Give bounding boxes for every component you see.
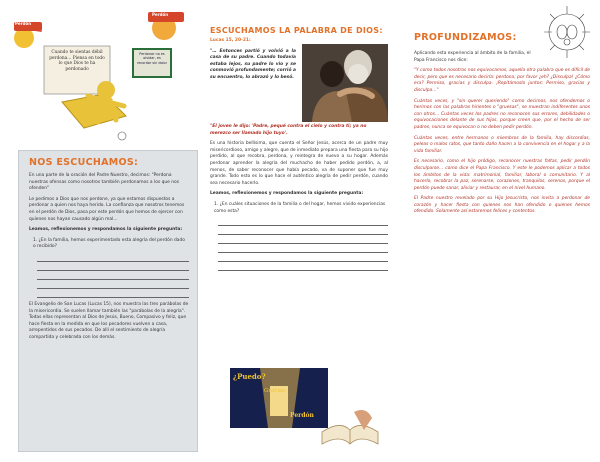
profundizamos-p1: Cuántas veces, y "sin querer queriendo" como decimos, nos ofendemos o herimos con las palabras hirientes o "gruesas", se muestran indiferentes unos con otros… Cuántas veces los padres no reconocen sus errores, debilidades o equivocaciones delante de sus hijos, porque creen que, por el hecho de ser padres, nunca se equivocan o no deben pedir perdón. xyxy=(414,98,590,130)
column-right xyxy=(400,0,600,462)
pope-quote: "Y como todos nosotros nos equivocamos, aquella otra palabra que es difícil de decir, pero que es necesario decirla: perdona, por favor ¿eh? ¿Disculpa! ¿Cómo era? Permiso, gracias y disculpa. ¡Repitámoslo juntos: Permiso, gracias y disculpa…" xyxy=(414,68,590,93)
escuchamos-p1: En una parte de la oración del Padre Nuestro, decimos: "Perdona nuestras ofensas como nosotros también perdonamos a los que nos ofenden" xyxy=(29,173,180,192)
answer-lines[interactable] xyxy=(37,255,189,298)
magic-words-image xyxy=(230,368,328,428)
open-bible-image xyxy=(320,402,380,452)
profundizamos-intro: Aplicando esta experiencia al ámbito de la familia, el Papa Francisco nos dice: xyxy=(414,51,531,63)
escuchamos-prompt: Leamos, reflexionemos y respondamos la siguiente pregunta: xyxy=(29,227,183,233)
badge-left-label: Perdón xyxy=(15,21,32,26)
profundizamos-p2: Cuántas veces, entre hermanos o miembros de la familia, hay discordias, peleas o malos ratos, que tanto daño hacen a la convivencia en el hogar y a la vida familiar. xyxy=(414,135,590,154)
bible-quote-1: "… Entonces partió y volvió a la casa de su padre. Cuando todavía estaba lejos, su padre lo vio y se conmovió profundamente; corrió a su encuentro, lo abrazó y lo besó. xyxy=(210,48,296,80)
forgiveness-puzzle-illustration xyxy=(14,6,194,144)
sign-text: Perdonar no es olvidar, es recordar sin dolor xyxy=(137,52,167,65)
img-word-3: Perdón xyxy=(290,412,314,419)
badge-right-label: Perdón xyxy=(152,12,169,17)
palabra-prompt: Leamos, reflexionemos y respondamos la siguiente pregunta: xyxy=(210,191,364,197)
prodigal-son-image xyxy=(302,44,388,122)
img-word-1: ¿Puedo? xyxy=(233,372,266,381)
escuchamos-p3: El Evangelio de San Lucas (Lucas 15), nos muestra las tres parábolas de la misericordia. Se suelen llamar también las "parábolas de la alegría". Todas ellas representan al Dios de Jesús, Bueno, Compasivo y feliz, que hace fiesta en la medida en que los pecadores vuelven a casa, arrepentidos de sus pecados. De allí el sentimiento de alegría compartida y celebrada con los demás. xyxy=(29,301,189,340)
section-title-profundizamos: PROFUNDIZAMOS: xyxy=(414,32,517,43)
bible-reference: Lucas 15, 20-21: xyxy=(210,38,251,43)
embrace-image-icon xyxy=(302,44,388,122)
column-left xyxy=(0,0,200,462)
profundizamos-p3: Es necesario, como el hijo pródigo, reconocer nuestras faltas, pedir perdón disculparse… como dice el Papa Francisco. Y este le podemos aplicar a todos los ámbitos de la vida: matrimonial, familiar, laboral o comunitario. Y al hacerlo, recobrar la paz, serenarse, corazones, tranquilos, serenos, porque el perdón puede sanar, aliviar y restaurar, en el nivel humano. xyxy=(414,159,590,191)
section-title-palabra: ESCUCHAMOS LA PALABRA DE DIOS: xyxy=(210,26,383,35)
holy-family-icon xyxy=(540,2,594,66)
palabra-question: 1. ¿En cuáles situaciones de la familia o del hogar, hemos vivido experiencias como esta? xyxy=(214,201,386,214)
puzzle-text: Cuando te sientas débil perdona... Piensa en todo lo que Dios te ha perdonado xyxy=(49,50,105,72)
bible-hand-icon xyxy=(320,402,380,452)
palabra-p1: Es una historia bellísima, que cuenta el Señor Jesús, acerca de un padre muy misericordioso, amigo y alegre, que de inmediato prepara una fiesta para su hijo perdido, al que recobra, perdona, y reintegra de nuevo a su hogar. Además perdonar aprender la alegría del muchacho de haber pedido perdón, a, al menos, de saber reconocer que había pecado, va de suponer que fue muy grande. Todo esto es lo que hace el auténtico alegría de pedir perdón, cuando sea necesario hacerlo. xyxy=(210,141,389,186)
puzzle-figure-icon xyxy=(14,6,194,144)
profundizamos-p4: El Padre nuestro revelado por su Hijo Jesucristo, nos invita a perdonar de corazón y hacer fiesta con quienes nos han ofendido o quienes hemos ofendido. Solamente así estaremos felices y contentos. xyxy=(414,196,590,215)
escuchamos-panel xyxy=(18,150,198,452)
palabra-answer-lines[interactable] xyxy=(218,219,388,271)
escuchamos-p2: Le pedimos a Dios que nos perdone, ya que estamos dispuestos a perdonar a quien nos haya herido. La confianza que nosotros tenemos en el perdón de Dios, pasa por este perdón que hemos de ejercer con quienes nos hayan causado algún mal... xyxy=(29,196,185,222)
bible-quote-2: "El joven le dijo: 'Padre, pequé contra el cielo y contra ti; ya no merezco ser llamado hijo tuyo'. xyxy=(210,124,367,136)
section-title-escuchamos: NOS ESCUCHAMOS: xyxy=(29,157,139,168)
img-word-2: Gracias xyxy=(264,388,286,394)
column-middle xyxy=(200,0,400,462)
escuchamos-question: 1. ¿En la familia, hemos experimentado esta alegría del perdón dado o recibido? xyxy=(33,237,185,250)
